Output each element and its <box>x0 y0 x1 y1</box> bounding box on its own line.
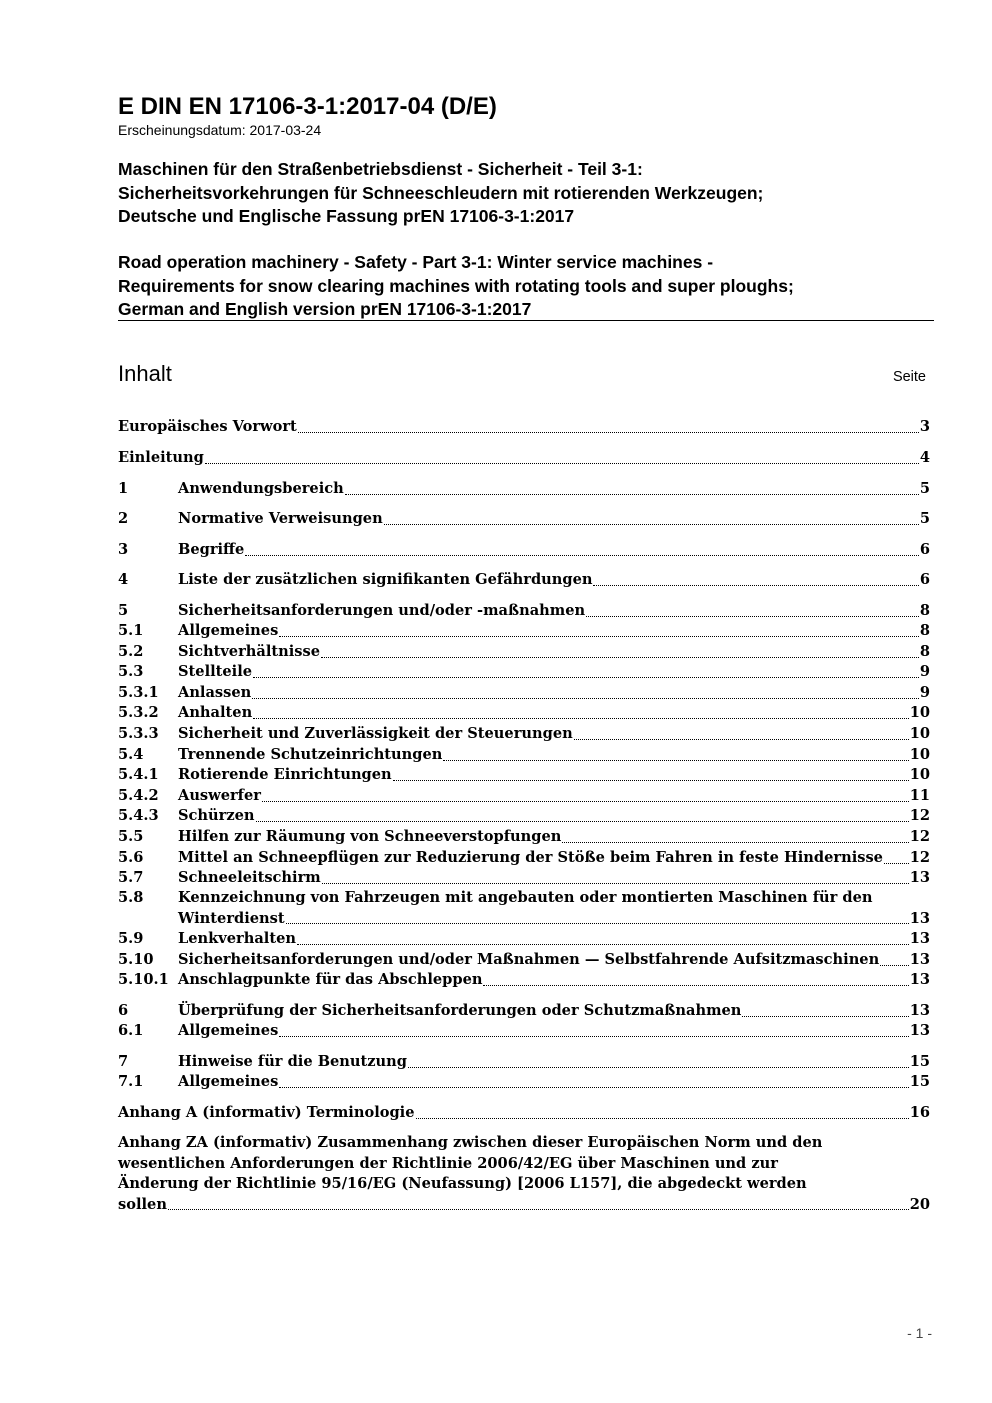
toc-entry-text: Auswerfer <box>178 787 261 804</box>
toc-entry-page: 13 <box>909 909 930 927</box>
toc-dot-leader <box>256 820 909 822</box>
toc-entry-text: Begriffe <box>178 541 245 558</box>
toc-entry[interactable] <box>118 1072 930 1093</box>
german-title-line: Deutsche und Englische Fassung prEN 17106-3-1:2017 <box>118 206 575 226</box>
toc-entry-page: 10 <box>909 766 930 783</box>
toc-entry-text: Lenkverhalten <box>178 930 296 947</box>
toc-entry-page: 16 <box>909 1104 930 1121</box>
toc-entry-page: 4 <box>919 449 930 466</box>
german-title <box>118 158 918 229</box>
toc-entry[interactable] <box>118 827 930 848</box>
toc-entry-number: 2 <box>118 510 129 527</box>
toc-dot-leader <box>245 554 919 556</box>
toc-entry-page: 5 <box>919 480 930 497</box>
toc-dot-leader <box>168 1208 909 1210</box>
toc-entry-number: 6.1 <box>118 1022 144 1039</box>
toc-entry[interactable] <box>118 417 930 438</box>
toc-entry-page: 6 <box>919 571 930 588</box>
toc-entry-text: Allgemeines <box>178 1073 279 1090</box>
toc-entry-text: Einleitung <box>118 449 204 466</box>
toc-entry[interactable] <box>118 601 930 622</box>
toc-entry-number: 5.7 <box>118 869 144 886</box>
toc-entry[interactable] <box>118 683 930 704</box>
toc-entry-number: 3 <box>118 541 129 558</box>
toc-entry[interactable] <box>118 570 930 591</box>
toc-entry-number: 5.10 <box>118 951 154 968</box>
toc-entry-number: 4 <box>118 571 129 588</box>
toc-entry-text: Anhang ZA (informativ) Zusammenhang zwischen dieser Europäischen Norm und den <box>118 1134 823 1151</box>
toc-entry-page: 10 <box>909 704 930 721</box>
toc-entry-text: Stellteile <box>178 663 253 680</box>
toc-dot-leader <box>279 1035 908 1037</box>
toc-entry-text: Trennende Schutzeinrichtungen <box>178 746 443 763</box>
toc-entry-number: 5.3.3 <box>118 725 159 742</box>
toc-dot-leader <box>279 635 919 637</box>
toc-dot-leader <box>298 431 919 433</box>
toc-entry-number: 5 <box>118 602 129 619</box>
toc-dot-leader <box>586 615 919 617</box>
toc-entry-page: 12 <box>909 849 930 866</box>
toc-entry-text: Hilfen zur Räumung von Schneeverstopfungen <box>178 828 562 845</box>
toc-entry-page: 8 <box>919 602 930 619</box>
toc-entry[interactable] <box>118 950 930 971</box>
toc-entry-number: 6 <box>118 1002 129 1019</box>
toc-heading: Inhalt <box>118 361 172 386</box>
toc-entry-text: Anschlagpunkte für das Abschleppen <box>178 971 483 988</box>
toc-entry-text: Anhang A (informativ) Terminologie <box>118 1104 415 1121</box>
toc-entry-number: 5.4 <box>118 746 144 763</box>
toc-entry[interactable] <box>118 745 930 766</box>
toc-entry-page: 5 <box>919 510 930 527</box>
toc-dot-leader <box>880 964 908 966</box>
toc-entry-number: 5.4.1 <box>118 766 159 783</box>
toc-entry-number: 7.1 <box>118 1073 144 1090</box>
toc-entry[interactable] <box>118 1103 930 1124</box>
toc-dot-leader <box>443 759 908 761</box>
toc-entry-number: 5.4.2 <box>118 787 159 804</box>
toc-entry-number: 5.3.1 <box>118 684 159 701</box>
toc-dot-leader <box>393 779 909 781</box>
toc-entry-number: 5.2 <box>118 643 144 660</box>
toc-entry-page: 10 <box>909 725 930 742</box>
toc-entry-page: 15 <box>909 1073 930 1090</box>
english-title-line: Requirements for snow clearing machines with rotating tools and super ploughs; <box>118 275 794 296</box>
toc-entry-text: Normative Verweisungen <box>178 510 383 527</box>
toc-entry-number: 5.6 <box>118 849 144 866</box>
toc-dot-leader <box>205 462 919 464</box>
toc-dot-leader <box>884 862 909 864</box>
toc-dot-leader <box>321 656 919 658</box>
toc-entry[interactable] <box>118 868 930 889</box>
toc-entry-page: 11 <box>909 787 930 804</box>
toc-dot-leader <box>416 1117 909 1119</box>
toc-entry-number: 5.3 <box>118 663 144 680</box>
toc-dot-leader <box>286 922 909 924</box>
toc-dot-leader <box>562 841 908 843</box>
page-number: - 1 - <box>907 1325 932 1341</box>
toc-entry-text: Sicherheitsanforderungen und/oder Maßnahmen — Selbstfahrende Aufsitzmaschinen <box>178 951 880 968</box>
toc-entry-text: Allgemeines <box>178 1022 279 1039</box>
toc-entry-text: Sicherheit und Zuverlässigkeit der Steuerungen <box>178 725 573 742</box>
toc-entry-page: 13 <box>909 869 930 886</box>
toc-entry-text: Anlassen <box>178 684 252 701</box>
toc-dot-leader <box>279 1086 908 1088</box>
toc-entry-number: 5.3.2 <box>118 704 159 721</box>
toc-entry-number: 5.10.1 <box>118 971 169 988</box>
toc-entry-page: 13 <box>909 930 930 947</box>
toc-entry-page: 12 <box>909 807 930 824</box>
toc-entry[interactable] <box>118 540 930 561</box>
toc-entry-number: 5.1 <box>118 622 144 639</box>
toc-entry-page: 13 <box>909 1022 930 1039</box>
toc-entry-page: 13 <box>909 951 930 968</box>
toc-entry[interactable] <box>118 642 930 663</box>
german-title-line: Maschinen für den Straßenbetriebsdienst - Sicherheit - Teil 3-1: <box>118 159 643 179</box>
toc-entry-page: 9 <box>919 684 930 701</box>
toc-entry[interactable] <box>118 929 930 950</box>
toc-entry-text: Liste der zusätzlichen signifikanten Gefährdungen <box>178 571 593 588</box>
english-title-line: Road operation machinery - Safety - Part 3-1: Winter service machines - <box>118 252 714 272</box>
toc-page-label: Seite <box>892 369 926 385</box>
toc-entry[interactable] <box>118 806 930 827</box>
toc-entry-text: sollen <box>118 1195 167 1213</box>
toc-entry[interactable] <box>118 621 930 642</box>
toc-entry[interactable] <box>118 848 930 869</box>
toc-entry[interactable] <box>118 479 930 500</box>
toc-entry-text: Anhalten <box>178 704 253 721</box>
toc-entry-number: 5.5 <box>118 828 144 845</box>
toc-entry-page: 8 <box>919 643 930 660</box>
toc-entry-text: Überprüfung der Sicherheitsanforderungen oder Schutzmaßnahmen <box>178 1002 742 1019</box>
toc-entry[interactable] <box>118 1021 930 1042</box>
toc-entry-text: Sicherheitsanforderungen und/oder -maßnahmen <box>178 602 586 619</box>
toc-entry-text: Rotierende Einrichtungen <box>178 766 392 783</box>
toc-dot-leader <box>322 882 909 884</box>
toc-entry-number: 5.8 <box>118 889 144 906</box>
toc-entry[interactable] <box>118 703 930 724</box>
toc-dot-leader <box>253 717 909 719</box>
toc-entry-page: 13 <box>909 1002 930 1019</box>
toc-dot-leader <box>384 523 919 525</box>
toc-entry-text: Hinweise für die Benutzung <box>178 1053 407 1070</box>
toc-entry[interactable] <box>118 662 930 683</box>
toc-entry-number: 5.4.3 <box>118 807 159 824</box>
toc-entry-page: 12 <box>909 828 930 845</box>
toc-entry-text: Europäisches Vorwort <box>118 418 297 435</box>
toc-entry[interactable] <box>118 509 930 530</box>
toc-entry-text: Kennzeichnung von Fahrzeugen mit angebauten oder montierten Maschinen für den <box>178 889 873 906</box>
toc-entry-number: 7 <box>118 1053 129 1070</box>
toc-entry-page: 20 <box>909 1195 930 1213</box>
toc-entry[interactable] <box>118 786 930 807</box>
title-divider <box>118 320 934 321</box>
toc-entry[interactable] <box>118 765 930 786</box>
toc-dot-leader <box>483 984 908 986</box>
toc-entry-text: Anwendungsbereich <box>178 480 344 497</box>
toc-entry[interactable] <box>118 970 930 991</box>
toc-entry-number: 5.9 <box>118 930 144 947</box>
toc-entry[interactable] <box>118 1133 930 1215</box>
document-title: E DIN EN 17106-3-1:2017-04 (D/E) <box>118 93 497 120</box>
toc-entry-text: Änderung der Richtlinie 95/16/EG (Neufassung) [2006 L157], die abgedeckt werden <box>118 1175 807 1192</box>
toc-dot-leader <box>593 584 918 586</box>
toc-entry-text: Allgemeines <box>178 622 279 639</box>
publication-date: Erscheinungsdatum: 2017-03-24 <box>118 122 322 138</box>
toc-dot-leader <box>252 697 919 699</box>
toc-dot-leader <box>253 676 919 678</box>
toc-dot-leader <box>742 1015 908 1017</box>
toc-entry[interactable] <box>118 1001 930 1022</box>
toc-entry-page: 15 <box>909 1053 930 1070</box>
toc-entry[interactable] <box>118 1052 930 1073</box>
toc-entry-text: Sichtverhältnisse <box>178 643 320 660</box>
toc-entry-text: Mittel an Schneepflügen zur Reduzierung der Stöße beim Fahren in feste Hindernisse <box>178 849 883 866</box>
english-title-line: German and English version prEN 17106-3-1:2017 <box>118 299 532 319</box>
toc-entry-number: 1 <box>118 480 129 497</box>
english-title <box>118 251 918 322</box>
toc-entry[interactable] <box>118 448 930 469</box>
toc-dot-leader <box>297 943 909 945</box>
toc-dot-leader <box>408 1066 909 1068</box>
toc-entry[interactable] <box>118 888 930 929</box>
toc-dot-leader <box>262 800 909 802</box>
toc-entry-text: Schneeleitschirm <box>178 869 321 886</box>
toc-entry-text: Schürzen <box>178 807 255 824</box>
german-title-line: Sicherheitsvorkehrungen für Schneeschleudern mit rotierenden Werkzeugen; <box>118 182 764 203</box>
toc-dot-leader <box>574 738 909 740</box>
toc-entry[interactable] <box>118 724 930 745</box>
toc-dot-leader <box>345 493 919 495</box>
toc-entry-page: 3 <box>919 418 930 435</box>
toc-entry-page: 9 <box>919 663 930 680</box>
toc-entry-text: wesentlichen Anforderungen der Richtlinie 2006/42/EG über Maschinen und zur <box>118 1154 778 1172</box>
toc-entry-page: 10 <box>909 746 930 763</box>
toc-entry-page: 8 <box>919 622 930 639</box>
toc-entry-page: 13 <box>909 971 930 988</box>
toc-entry-page: 6 <box>919 541 930 558</box>
toc-entry-text: Winterdienst <box>178 909 285 927</box>
